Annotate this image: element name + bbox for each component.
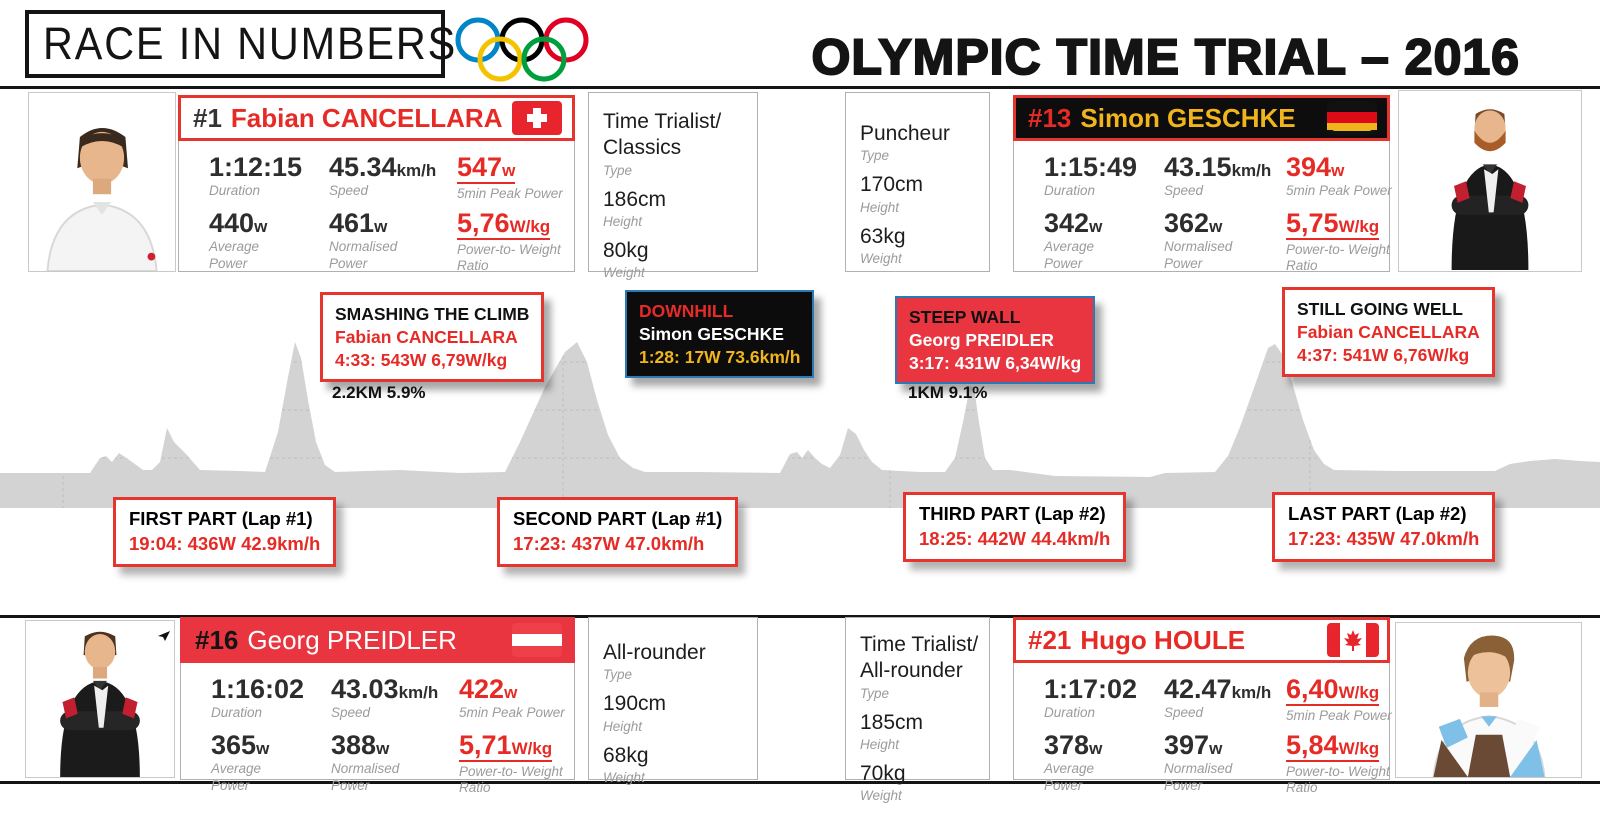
lap-box-second-part: SECOND PART (Lap #1) 17:23: 437W 47.0km/h bbox=[497, 497, 738, 567]
cursor-artifact bbox=[155, 628, 171, 642]
stat-normalised-power: 388w Normalised Power bbox=[331, 730, 400, 793]
profile-box-preidler: All-rounder Type 190cm Height 68kg Weight bbox=[588, 617, 758, 780]
stat-peak-power: 547w 5min Peak Power bbox=[457, 152, 563, 201]
stat-average-power: 342w Average Power bbox=[1044, 208, 1103, 271]
rider-card-preidler bbox=[180, 617, 575, 796]
logo-text: RACE IN NUMBERS bbox=[43, 18, 458, 69]
austria-flag-icon bbox=[512, 623, 562, 657]
stat-average-power: 365w Average Power bbox=[211, 730, 270, 793]
olympic-rings-icon bbox=[452, 14, 592, 91]
lap-box-third-part: THIRD PART (Lap #2) 18:25: 442W 44.4km/h bbox=[903, 492, 1126, 562]
rider-name: Fabian CANCELLARA bbox=[230, 102, 503, 133]
stat-power-to-weight: 5,75W/kg Power-to- Weight Ratio bbox=[1286, 208, 1390, 274]
rider-header-houle bbox=[1013, 617, 1390, 663]
stat-power-to-weight: 5,71W/kg Power-to- Weight Ratio bbox=[459, 730, 563, 796]
stat-duration: 1:17:02 Duration bbox=[1044, 674, 1138, 721]
rider-type: Time Trialist/ Classics bbox=[603, 110, 722, 160]
annotation-still-going-well: STILL GOING WELL Fabian CANCELLARA 4:37: 541W 6,76W/kg bbox=[1282, 287, 1495, 377]
rider-photo-houle bbox=[1395, 622, 1582, 778]
stat-duration: 1:15:49 Duration bbox=[1044, 152, 1138, 199]
rider-number: #13 bbox=[1028, 102, 1072, 133]
stat-speed: 45.34km/h Speed bbox=[329, 152, 437, 199]
rider-stats-preidler bbox=[180, 663, 575, 796]
logo-box bbox=[25, 10, 458, 78]
lap-box-first-part: FIRST PART (Lap #1) 19:04: 436W 42.9km/h bbox=[113, 497, 336, 567]
stat-normalised-power: 461w Normalised Power bbox=[329, 208, 398, 271]
rider-photo-cancellara bbox=[28, 92, 176, 272]
rider-stats-geschke bbox=[1013, 141, 1390, 272]
profile-box-houle: Time Trialist/ All-rounder Type 185cm Height 70kg Weight bbox=[845, 617, 990, 780]
geschke-avatar-icon bbox=[1430, 101, 1550, 271]
stat-speed: 42.47km/h Speed bbox=[1164, 674, 1272, 721]
rider-height: 186cm bbox=[603, 187, 667, 211]
rider-header-geschke bbox=[1013, 95, 1390, 141]
stat-power-to-weight: 5,84W/kg Power-to- Weight Ratio bbox=[1286, 730, 1390, 796]
stat-duration: 1:12:15 Duration bbox=[209, 152, 303, 199]
stat-speed: 43.15km/h Speed bbox=[1164, 152, 1272, 199]
stat-normalised-power: 397w Normalised Power bbox=[1164, 730, 1233, 793]
rider-photo-preidler bbox=[25, 620, 175, 778]
rider-card-houle bbox=[1013, 617, 1392, 796]
cancellara-avatar-icon bbox=[37, 111, 167, 271]
profile-box-cancellara: Time Trialist/ Classics Type 186cm Height 80kg Weight bbox=[588, 92, 758, 272]
annotation-smashing-the-climb: SMASHING THE CLIMB Fabian CANCELLARA 4:33: 543W 6,79W/kg bbox=[320, 292, 544, 382]
rider-card-geschke bbox=[1013, 95, 1390, 272]
rider-header-preidler bbox=[180, 617, 575, 663]
rider-type: Time Trialist/ All-rounder bbox=[860, 633, 979, 683]
stat-average-power: 440w Average Power bbox=[209, 208, 268, 271]
rider-name: Georg PREIDLER bbox=[247, 624, 457, 655]
rider-weight: 68kg bbox=[603, 743, 649, 767]
rider-name: Simon GESCHKE bbox=[1080, 102, 1296, 133]
stat-power-to-weight: 5,76W/kg Power-to- Weight Ratio bbox=[457, 208, 561, 274]
rider-height: 185cm bbox=[860, 710, 924, 734]
stat-duration: 1:16:02 Duration bbox=[211, 674, 305, 721]
rider-number: #21 bbox=[1028, 624, 1072, 655]
preidler-avatar-icon bbox=[41, 627, 159, 777]
canada-flag-icon bbox=[1327, 623, 1377, 657]
rider-card-cancellara bbox=[178, 95, 575, 272]
stat-peak-power: 422w 5min Peak Power bbox=[459, 674, 565, 721]
rider-type: All-rounder bbox=[603, 641, 706, 664]
annotation-steep-wall: STEEP WALL Georg PREIDLER 3:17: 431W 6,34W/kg bbox=[895, 296, 1095, 384]
rider-name: Hugo HOULE bbox=[1080, 624, 1246, 655]
rider-height: 170cm bbox=[860, 173, 924, 197]
annotation-downhill: DOWNHILL Simon GESCHKE 1:28: 17W 73.6km/h bbox=[625, 290, 814, 378]
rider-header-cancellara bbox=[178, 95, 575, 141]
rider-weight: 70kg bbox=[860, 761, 906, 785]
stat-average-power: 378w Average Power bbox=[1044, 730, 1103, 793]
profile-box-geschke: Puncheur Type 170cm Height 63kg Weight bbox=[845, 92, 990, 272]
houle-avatar-icon bbox=[1419, 629, 1559, 777]
rider-number: #16 bbox=[195, 624, 239, 655]
page-title: OLYMPIC TIME TRIAL – 2016 bbox=[811, 29, 1520, 85]
rider-stats-cancellara bbox=[178, 141, 575, 272]
rider-weight: 80kg bbox=[603, 238, 649, 262]
stat-peak-power: 394w 5min Peak Power bbox=[1286, 152, 1392, 199]
rider-type: Puncheur bbox=[860, 122, 950, 145]
stat-peak-power: 6,40W/kg 5min Peak Power bbox=[1286, 674, 1392, 723]
rider-number: #1 bbox=[193, 102, 222, 133]
stat-speed: 43.03km/h Speed bbox=[331, 674, 439, 721]
rider-height: 190cm bbox=[603, 692, 667, 716]
climb-grade-label: 2.2KM 5.9% bbox=[332, 383, 426, 402]
rider-weight: 63kg bbox=[860, 224, 906, 248]
lap-box-last-part: LAST PART (Lap #2) 17:23: 435W 47.0km/h bbox=[1272, 492, 1495, 562]
stat-normalised-power: 362w Normalised Power bbox=[1164, 208, 1233, 271]
rider-stats-houle bbox=[1013, 663, 1392, 796]
germany-flag-icon bbox=[1327, 101, 1377, 135]
switzerland-flag-icon bbox=[512, 101, 562, 135]
climb-grade-label: 1KM 9.1% bbox=[908, 383, 988, 402]
rider-photo-geschke bbox=[1398, 90, 1582, 272]
divider bbox=[0, 86, 1600, 89]
